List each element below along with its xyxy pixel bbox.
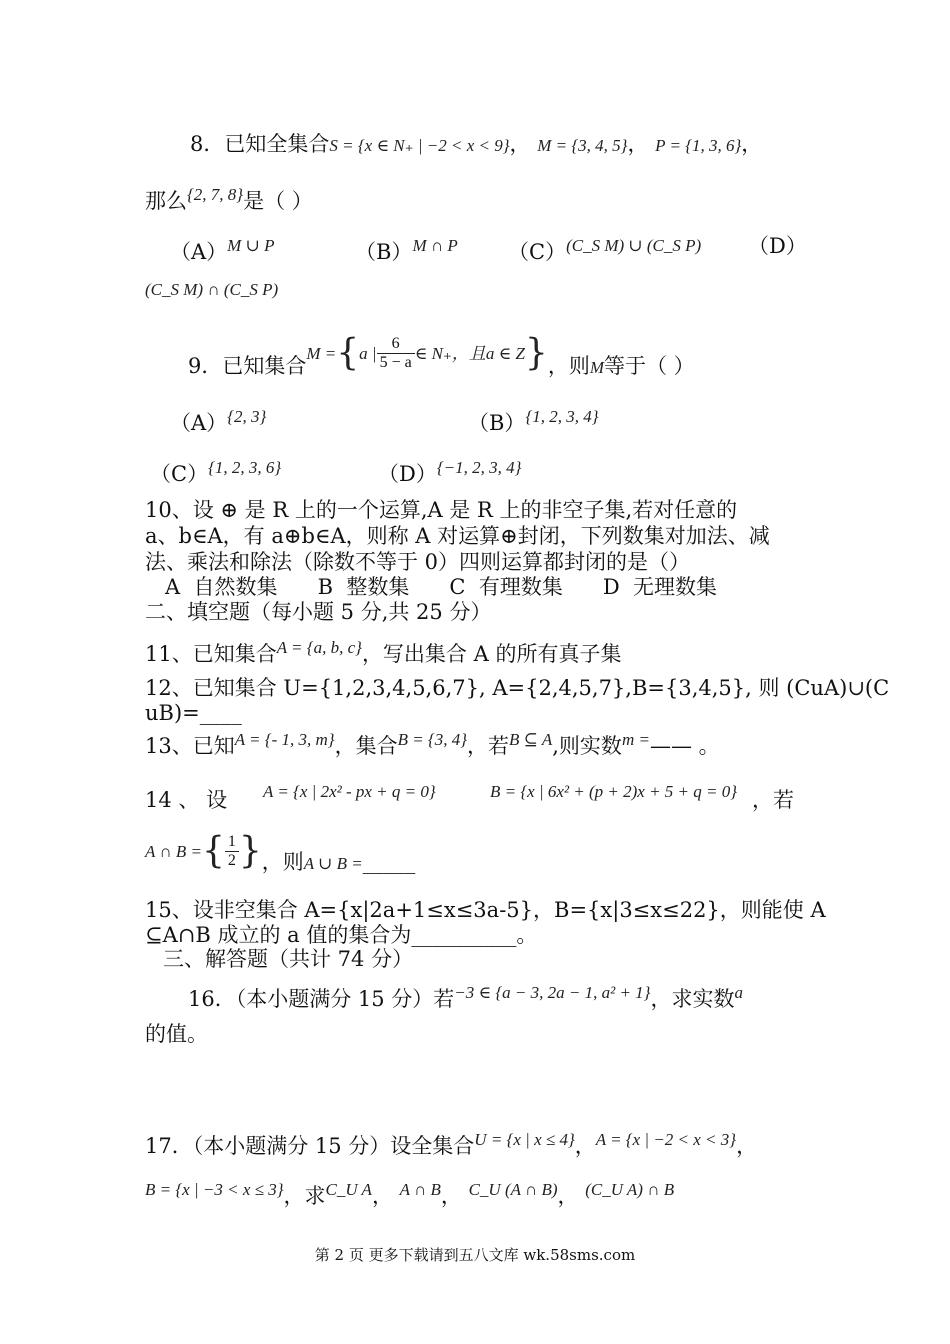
page-footer: 第 2 页 更多下载请到五八文库 wk.58sms.com <box>314 1246 636 1264</box>
q17-set-u: U = {x | x ≤ 4} <box>474 1130 575 1149</box>
q16-line1 <box>188 980 743 1012</box>
q9-option-c <box>150 455 281 487</box>
q13-var: m = <box>621 730 650 749</box>
q16-line2: 的值。 <box>145 1022 208 1046</box>
q9-number: 9．已知集合 <box>188 354 307 378</box>
q8-option-b <box>355 233 458 265</box>
q14-line2 <box>145 825 415 877</box>
q16-suffix: ，求实数 <box>650 987 735 1011</box>
q17-line1: 17．（本小题满分 15 分）设全集合$^{U = \{x | x \le 4\}}$，$^{A = \{x | -2 < x < 3\}}$， <box>145 1130 758 1158</box>
q14-set-b <box>490 777 737 805</box>
q14-suffix: ，若 <box>752 788 794 812</box>
q9-suffix-var: M <box>589 358 604 377</box>
q14-prefix: 14 、 设 <box>145 788 228 812</box>
q17-expr-3: C_U (A ∩ B) <box>468 1180 558 1199</box>
q16-prefix: 16．（本小题满分 15 分）若 <box>188 987 455 1011</box>
q8-line2-set: {2, 7, 8} <box>187 185 244 204</box>
q10-line2: a、b∈A，有 a⊕b∈A，则称 A 对运算⊕封闭，下列数集对加法、减 <box>145 524 770 548</box>
q8-option-b-expr: M ∩ P <box>412 236 458 255</box>
q17-line2: $^{B = \{x | -3 < x \le 3\}}$，求$^{C\_U A}$， $^{A \cap B}$， $^{C\_U (A \cap B)}$， $^{(C\_U A) \cap B}$ <box>145 1180 675 1208</box>
q12-line1: 12、已知集合 U={1,2,3,4,5,6,7}, A={2,4,5,7},B={3,4,5}, 则 (CuA)∪(C <box>145 676 890 700</box>
q10-options: A 自然数集 B 整数集 C 有理数集 D 无理数集 <box>165 575 718 599</box>
q13-mid2: ，若 <box>467 734 510 758</box>
q8-option-a-expr: M ∪ P <box>227 236 275 255</box>
q9-brace-close: } <box>524 332 548 374</box>
q8-option-a-label: （A） <box>170 240 228 264</box>
q15-line1: 15、设非空集合 A={x|2a+1≤x≤3a-5}，B={x|3≤x≤22}，则能使 A <box>145 898 826 922</box>
q9-suffix-2: 等于（ ） <box>604 354 695 378</box>
q9-line <box>188 332 695 394</box>
q8-option-d <box>145 275 278 303</box>
q8-option-d-label: （D） <box>748 234 807 258</box>
q13-prefix: 13、已知 <box>145 734 235 758</box>
q11-line <box>145 635 621 667</box>
q8-set-m: M = {3, 4, 5} <box>537 136 628 155</box>
q8-set-s: S = {x ∈ N₊ | −2 < x < 9} <box>329 136 510 155</box>
q9-brace-open: { <box>336 332 360 374</box>
q14-brace-open: { <box>201 830 225 872</box>
q8-option-b-label: （B） <box>355 240 413 264</box>
q14-brace-close: } <box>238 830 262 872</box>
q13-relation: B ⊆ A <box>509 730 553 749</box>
q17-set-b: B = {x | −3 < x ≤ 3} <box>145 1180 284 1199</box>
q16-expr: −3 ∈ {a − 3, 2a − 1, a² + 1} <box>454 983 651 1002</box>
q9-suffix-1: ，则 <box>547 354 590 378</box>
q17-expr-1: C_U A <box>325 1180 372 1199</box>
q9-option-d-label: （D） <box>378 462 437 486</box>
q13-line <box>145 727 720 759</box>
q15-line2: ⊆A∩B 成立的 a 值的集合为__________。 <box>145 923 538 947</box>
q8-option-c-label: （C） <box>508 240 567 264</box>
q14-frac-den: 2 <box>227 852 236 869</box>
q14-set-a-expr: A = {x | 2x² - px + q = 0} <box>263 782 436 801</box>
q13-set-b: B = {3, 4} <box>397 730 468 749</box>
q8-line2-suffix: 是（ ） <box>243 189 313 213</box>
q10-line1: 10、设 ⊕ 是 R 上的一个运算,A 是 R 上的非空子集,若对任意的 <box>145 498 738 522</box>
q13-suffix: ,则实数 <box>552 734 622 758</box>
q8-option-c <box>508 233 701 265</box>
q9-option-b-expr: {1, 2, 3, 4} <box>525 407 599 426</box>
q14-line2-rhs: A ∪ B = <box>303 854 363 873</box>
q17-set-a: A = {x | −2 < x < 3} <box>595 1130 737 1149</box>
q9-frac-den: 5 − a <box>379 354 412 371</box>
q13-mid: ，集合 <box>334 734 398 758</box>
q8-option-d-expr: (C_S M) ∩ (C_S P) <box>145 280 279 299</box>
section-3-heading: 三、解答题（共计 74 分） <box>163 947 414 971</box>
q14-line2-mid: ，则 <box>261 850 304 874</box>
q8-number: 8．已知全集合 <box>190 132 330 156</box>
q13-blank: —— 。 <box>649 734 720 758</box>
q17-ask: ，求 <box>283 1184 326 1208</box>
q14-line2-blank: _____ <box>362 850 416 874</box>
q9-option-b-label: （B） <box>468 411 526 435</box>
q9-set-body-2: ∈ N₊，且a ∈ Z <box>414 344 525 363</box>
q11-set: A = {a, b, c} <box>276 638 362 657</box>
q16-var: a <box>734 983 743 1002</box>
q8-line2-prefix: 那么 <box>145 189 187 213</box>
q17-expr-4: (C_U A) ∩ B <box>585 1180 675 1199</box>
q8-option-a <box>170 233 274 265</box>
q11-suffix: ，写出集合 A 的所有真子集 <box>361 642 622 666</box>
q9-option-d-expr: {−1, 2, 3, 4} <box>436 458 522 477</box>
q14-frac-num: 1 <box>225 833 239 852</box>
q11-prefix: 11、已知集合 <box>145 642 277 666</box>
q9-set-body-1: a | <box>359 344 377 363</box>
q8-line2 <box>145 182 313 214</box>
q8-option-c-expr: (C_S M) ∪ (C_S P) <box>566 236 702 255</box>
q9-option-a <box>170 404 266 436</box>
q9-option-a-expr: {2, 3} <box>227 407 267 426</box>
q14-fraction <box>225 833 239 870</box>
q8-set-p: P = {1, 3, 6} <box>655 136 742 155</box>
q9-frac-num: 6 <box>377 335 415 354</box>
q9-set-lhs: M = <box>306 344 337 363</box>
section-2-heading: 二、填空题（每小题 5 分,共 25 分） <box>145 600 492 624</box>
q9-option-a-label: （A） <box>170 411 228 435</box>
q17-expr-2: A ∩ B <box>399 1180 441 1199</box>
q8-line1: 8．已知全集合S = {x ∈ N₊ | −2 < x < 9}， M = {3, 4, 5}， P = {1, 3, 6}， <box>190 132 763 156</box>
q17-prefix: 17．（本小题满分 15 分）设全集合 <box>145 1134 475 1158</box>
q13-set-a: A = {- 1, 3, m} <box>234 730 335 749</box>
q12-line2: uB)=____ <box>145 701 242 725</box>
q14-set-a <box>263 777 436 805</box>
q14-set-b-expr: B = {x | 6x² + (p + 2)x + 5 + q = 0} <box>490 782 738 801</box>
q9-option-c-expr: {1, 2, 3, 6} <box>208 458 282 477</box>
q9-option-b <box>468 404 599 436</box>
q14-line2-lhs: A ∩ B = <box>145 842 202 861</box>
q9-fraction <box>377 335 415 372</box>
q9-option-d <box>378 455 521 487</box>
q9-option-c-label: （C） <box>150 462 209 486</box>
q10-line3: 法、乘法和除法（除数不等于 0）四则运算都封闭的是（） <box>145 550 691 574</box>
